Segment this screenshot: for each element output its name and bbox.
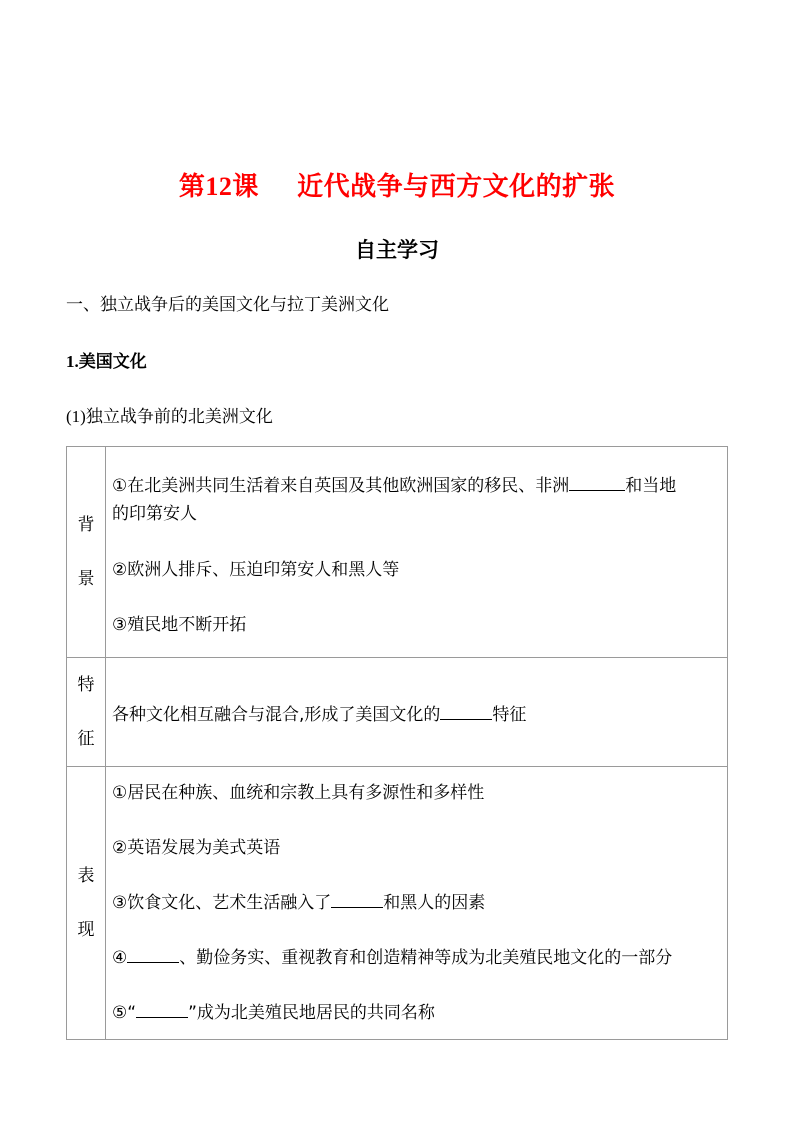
list-item-wrap: 的印第安人 bbox=[112, 503, 197, 524]
fill-blank[interactable] bbox=[440, 702, 492, 720]
fill-blank[interactable] bbox=[136, 1000, 188, 1018]
subsubsection-name: 独立战争前的北美洲文化 bbox=[85, 407, 273, 427]
item-text: 和黑人的因素 bbox=[383, 893, 486, 913]
row-content bbox=[106, 767, 728, 1040]
table-row-background bbox=[67, 447, 728, 658]
title-number: 12 bbox=[205, 172, 233, 201]
item-text: ③饮食文化、艺术生活融入了 bbox=[112, 893, 332, 913]
section-subtitle: 自主学习 bbox=[355, 238, 439, 262]
row-content bbox=[106, 447, 728, 658]
list-item bbox=[112, 472, 727, 500]
item-text: ①在北美洲共同生活着来自英国及其他欧洲国家的移民、非洲 bbox=[112, 475, 570, 496]
list-item bbox=[112, 889, 727, 917]
subsubsection-heading bbox=[66, 402, 273, 427]
item-text: 和当地 bbox=[625, 475, 677, 496]
row-label bbox=[67, 447, 106, 658]
row-label bbox=[67, 767, 106, 1040]
table-row-feature bbox=[67, 658, 728, 767]
item-text: ④ bbox=[112, 948, 128, 968]
label-char: 特 bbox=[77, 675, 95, 695]
list-item: ②英语发展为美式英语 bbox=[112, 838, 281, 858]
section-heading: 一、独立战争后的美国文化与拉丁美洲文化 bbox=[66, 295, 389, 315]
row-label bbox=[67, 658, 106, 767]
list-item: ①居民在种族、血统和宗教上具有多源性和多样性 bbox=[112, 783, 485, 803]
label-char: 景 bbox=[77, 569, 95, 589]
fill-blank[interactable] bbox=[127, 945, 179, 963]
subsubsection-number: (1) bbox=[66, 407, 86, 426]
label-char: 现 bbox=[77, 920, 95, 940]
item-text: 、勤俭务实、重视教育和创造精神等成为北美殖民地文化的一部分 bbox=[179, 948, 673, 968]
lesson-title bbox=[0, 166, 794, 203]
item-text: 各种文化相互融合与混合,形成了美国文化的 bbox=[112, 704, 441, 725]
label-char: 征 bbox=[77, 729, 95, 749]
list-item: ②欧洲人排斥、压迫印第安人和黑人等 bbox=[112, 559, 400, 580]
title-prefix: 第 bbox=[178, 172, 206, 202]
fill-blank[interactable] bbox=[331, 890, 383, 908]
list-item bbox=[112, 944, 727, 972]
item-text: 特征 bbox=[492, 704, 527, 725]
subsection-number: 1. bbox=[66, 352, 79, 371]
item-text: ”成为北美殖民地居民的共同名称 bbox=[188, 1003, 435, 1023]
list-item: ③殖民地不断开拓 bbox=[112, 614, 247, 635]
label-char: 表 bbox=[77, 866, 95, 886]
label-char: 背 bbox=[77, 515, 95, 535]
subsection-name: 美国文化 bbox=[78, 352, 147, 372]
title-suffix: 课 bbox=[232, 172, 259, 202]
row-content bbox=[106, 658, 728, 767]
table-row-manifestation bbox=[67, 767, 728, 1040]
subsection-heading bbox=[66, 347, 147, 372]
title-name: 近代战争与西方文化的扩张 bbox=[297, 172, 616, 202]
item-text: ⑤“ bbox=[112, 1003, 137, 1023]
list-item bbox=[112, 999, 727, 1027]
fill-blank[interactable] bbox=[569, 473, 625, 491]
content-table bbox=[66, 446, 728, 1040]
